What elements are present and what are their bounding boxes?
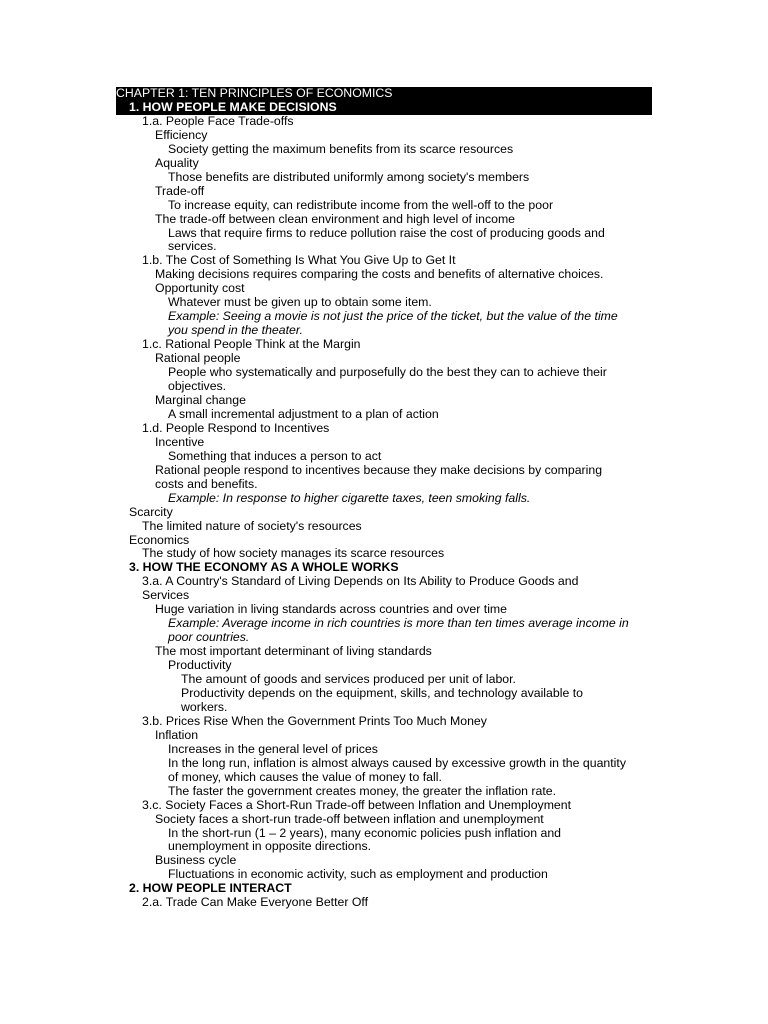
outline-line: 3.c. Society Faces a Short-Run Trade-off between Inflation and Unemployment <box>142 797 572 812</box>
outline-line: Efficiency <box>155 127 208 142</box>
outline-line: of money, which causes the value of money to fall. <box>168 769 442 784</box>
outline-line: Huge variation in living standards across countries and over time <box>155 602 508 617</box>
outline-line: Society getting the maximum benefits from its scarce resources <box>168 141 514 156</box>
outline-line: 3.a. A Country's Standard of Living Depends on Its Ability to Produce Goods and <box>142 574 579 589</box>
outline-line: Inflation <box>155 727 199 742</box>
outline-line: To increase equity, can redistribute income from the well-off to the poor <box>168 197 554 212</box>
outline-line: Whatever must be given up to obtain some item. <box>168 295 432 310</box>
outline-lines <box>116 87 652 910</box>
outline-line: In the long run, inflation is almost always caused by excessive growth in the quantity <box>168 755 626 770</box>
outline-line: Trade-off <box>155 183 205 198</box>
outline-line: The trade-off between clean environment and high level of income <box>155 211 516 226</box>
outline-line: The faster the government creates money, the greater the inflation rate. <box>168 783 557 798</box>
outline-line: Economics <box>129 532 190 547</box>
outline-line: objectives. <box>168 379 227 394</box>
outline-line: Fluctuations in economic activity, such as employment and production <box>168 867 548 882</box>
example-line: poor countries. <box>168 630 250 645</box>
outline-line: Something that induces a person to act <box>168 448 382 463</box>
example-line: Example: In response to higher cigarette taxes, teen smoking falls. <box>168 490 531 505</box>
outline-line: Making decisions requires comparing the costs and benefits of alternative choices. <box>155 267 604 282</box>
outline-line: A small incremental adjustment to a plan of action <box>168 406 439 421</box>
outline-line: Rational people respond to incentives because they make decisions by comparing <box>155 462 603 477</box>
outline-line: Productivity depends on the equipment, skills, and technology available to <box>181 685 583 700</box>
document-page <box>116 87 652 910</box>
outline-line: In the short-run (1 – 2 years), many economic policies push inflation and <box>168 825 562 840</box>
outline-line: Incentive <box>155 434 205 449</box>
outline-line: 1.c. Rational People Think at the Margin <box>142 337 361 352</box>
outline-line: Those benefits are distributed uniformly among society's members <box>168 169 530 184</box>
outline-line: Opportunity cost <box>155 281 245 296</box>
outline-line: Increases in the general level of prices <box>168 741 378 756</box>
outline-line: The limited nature of society's resources <box>142 518 362 533</box>
section-heading: 3. HOW THE ECONOMY AS A WHOLE WORKS <box>129 560 399 575</box>
outline-line: Marginal change <box>155 392 246 407</box>
outline-line: 1.b. The Cost of Something Is What You Give Up to Get It <box>142 253 456 268</box>
chapter-title: CHAPTER 1: TEN PRINCIPLES OF ECONOMICS <box>116 87 652 101</box>
outline-line: costs and benefits. <box>155 476 258 491</box>
outline-line: People who systematically and purposefully do the best they can to achieve their <box>168 365 607 380</box>
outline-line: The study of how society manages its scarce resources <box>142 546 445 561</box>
outline-line: The most important determinant of living standards <box>155 644 432 659</box>
outline-line: 3.b. Prices Rise When the Government Prints Too Much Money <box>142 713 487 728</box>
outline-line: Rational people <box>155 351 241 366</box>
section-heading: 2. HOW PEOPLE INTERACT <box>129 881 292 896</box>
outline-line: Scarcity <box>129 504 173 519</box>
outline-line: Services <box>142 588 190 603</box>
outline-line: Aquality <box>155 155 199 170</box>
outline-line: Society faces a short-run trade-off between inflation and unemployment <box>155 811 544 826</box>
example-line: Example: Average income in rich countries is more than ten times average income in <box>168 616 629 631</box>
example-line: you spend in the theater. <box>168 323 303 338</box>
example-line: Example: Seeing a movie is not just the price of the ticket, but the value of the time <box>168 309 618 324</box>
outline-line: Business cycle <box>155 853 237 868</box>
outline-line: Productivity <box>168 658 232 673</box>
outline-line: Laws that require firms to reduce pollution raise the cost of producing goods and <box>168 225 605 240</box>
section-heading: 1. HOW PEOPLE MAKE DECISIONS <box>116 101 652 115</box>
outline-line: 1.a. People Face Trade-offs <box>142 113 294 128</box>
outline-line: 1.d. People Respond to Incentives <box>142 420 330 435</box>
outline-line: The amount of goods and services produced per unit of labor. <box>181 672 516 687</box>
outline-line: 2.a. Trade Can Make Everyone Better Off <box>142 895 369 910</box>
outline-line: workers. <box>181 699 228 714</box>
outline-line: services. <box>168 239 217 254</box>
outline-line: unemployment in opposite directions. <box>168 839 372 854</box>
